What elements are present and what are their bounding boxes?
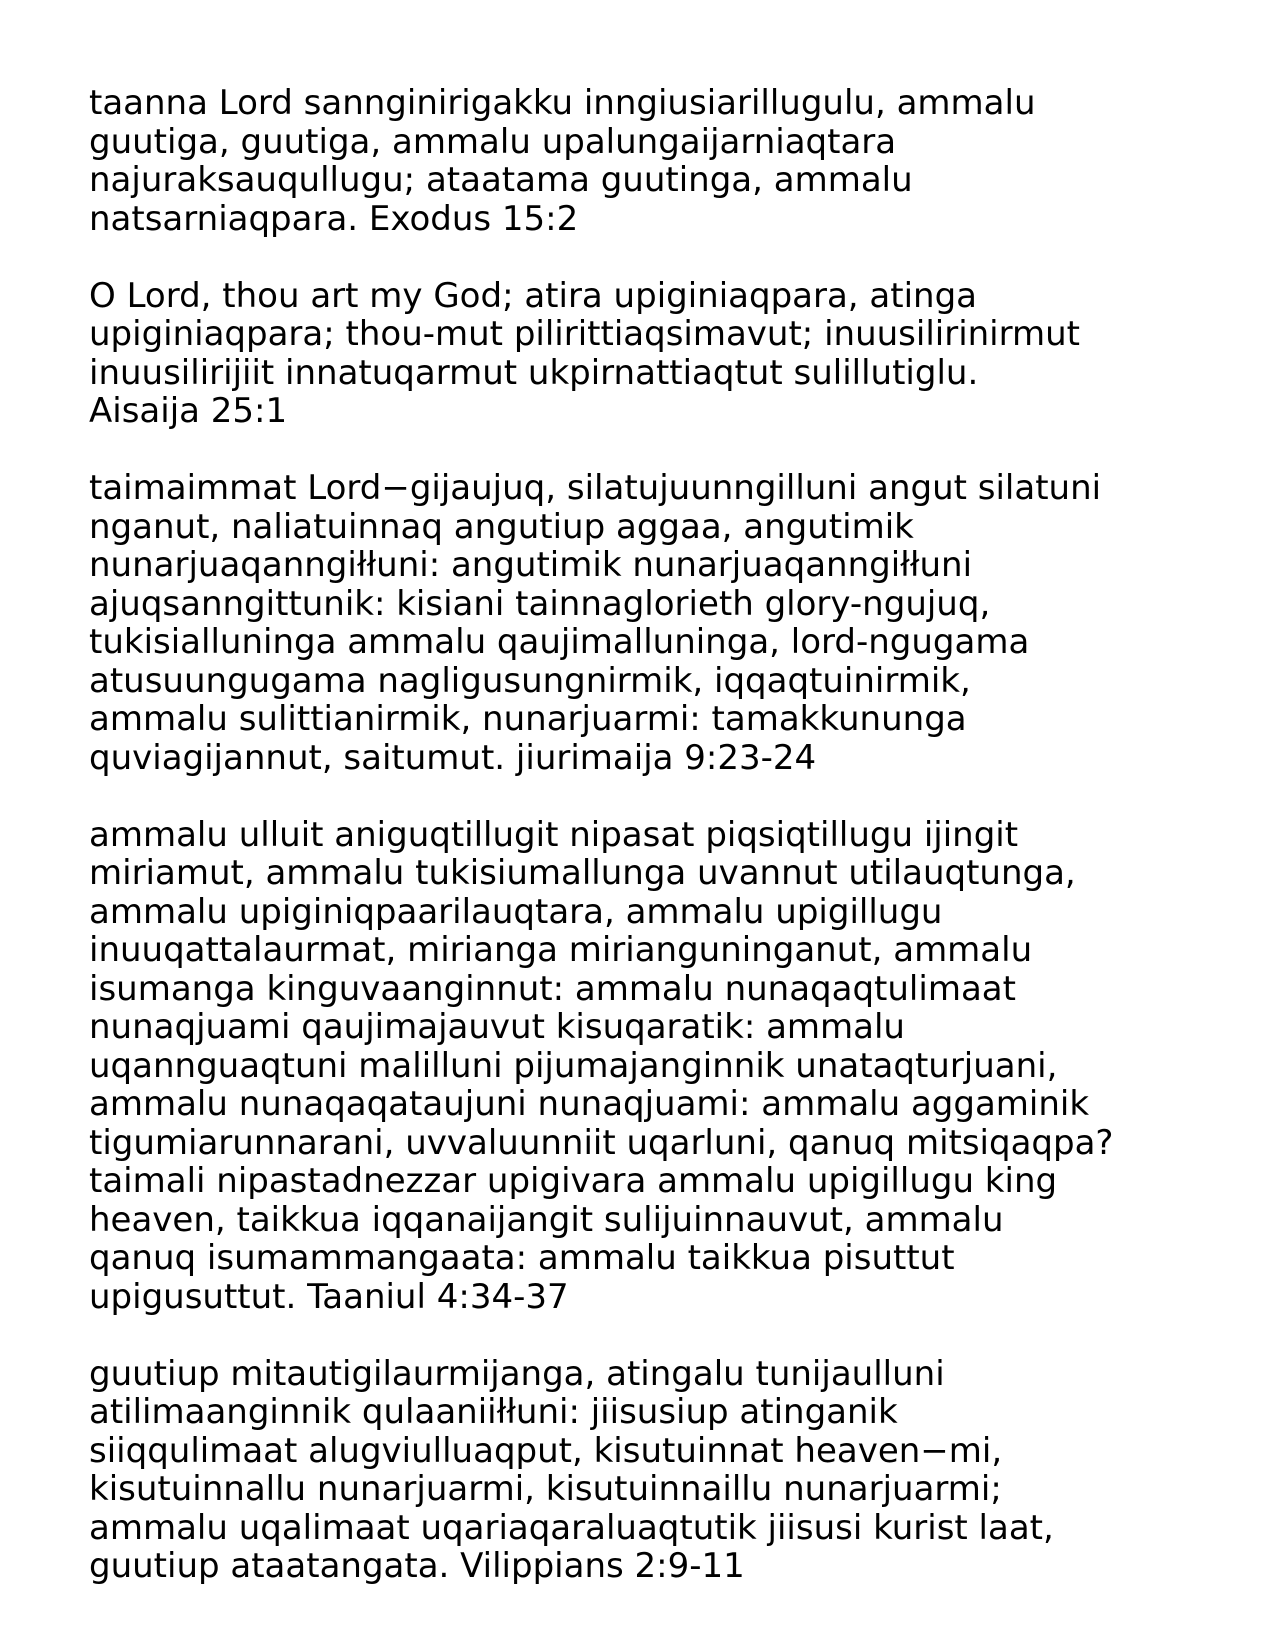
text-line: tigumiarunnarani, uvvaluunniit uqarluni, qanuq mitsiqaqpa? — [89, 1122, 1114, 1163]
paragraph-exodus — [89, 84, 1219, 238]
text-line: natsarniaqpara. Exodus 15:2 — [89, 198, 579, 239]
text-line: atusuungugama nagligusungnirmik, iqqaqtuinirmik, — [89, 660, 971, 701]
document-page — [89, 84, 1219, 1624]
text-line: quviagijannut, saitumut. jiurimaija 9:23-24 — [89, 737, 817, 778]
text-line: guutiga, guutiga, ammalu upalungaijarniaqtara — [89, 121, 897, 162]
text-line: nganut, naliatuinnaq angutiup aggaa, angutimik — [89, 506, 914, 547]
text-line: ammalu sulittianirmik, nunarjuarmi: tamakkununga — [89, 699, 967, 739]
text-line: najuraksauqullugu; ataatama guutinga, ammalu — [89, 160, 913, 200]
text-line: atilimaanginnik qulaaniiłłuni: jiisusiup atinganik — [89, 1392, 898, 1432]
text-line: taimali nipastadnezzar upigivara ammalu upigillugu king — [89, 1161, 1058, 1201]
text-line: heaven, taikkua iqqanaijangit sulijuinnauvut, ammalu — [89, 1199, 1004, 1240]
text-line: ammalu upiginiqpaarilauqtara, ammalu upigillugu — [89, 891, 943, 932]
text-line: ajuqsanngittunik: kisiani tainnaglorieth glory-ngujuq, — [89, 583, 991, 624]
paragraph-vilippians — [89, 1355, 1219, 1586]
text-line: ammalu ulluit aniguqtillugit nipasat piqsiqtillugu ijingit — [89, 814, 1019, 855]
text-line: guutiup mitautigilaurmijanga, atingalu tunijaulluni — [89, 1353, 945, 1394]
text-line: upiginiaqpara; thou-mut pilirittiaqsimavut; inuusilirinirmut — [89, 314, 1081, 354]
paragraph-taaniul — [89, 816, 1219, 1317]
text-line: guutiup ataatangata. Vilippians 2:9-11 — [89, 1546, 745, 1586]
text-line: taanna Lord sannginirigakku inngiusiarillugulu, ammalu — [89, 83, 1036, 123]
text-line: inuuqattalaurmat, mirianga mirianguninganut, ammalu — [89, 930, 1033, 970]
text-line: inuusilirijiit innatuqarmut ukpirnattiaqtut sulillutiglu. — [89, 352, 979, 393]
text-line: nunaqjuami qaujimajauvut kisuqaratik: ammalu — [89, 1007, 905, 1047]
text-line: miriamut, ammalu tukisiumallunga uvannut utilauqtunga, — [89, 853, 1076, 893]
text-line: isumanga kinguvaanginnut: ammalu nunaqaqtulimaat — [89, 968, 1016, 1009]
text-line: ammalu nunaqaqataujuni nunaqjuami: ammalu aggaminik — [89, 1084, 1090, 1124]
text-line: taimaimmat Lord−gijaujuq, silatujuunngilluni angut silatuni — [89, 468, 1102, 508]
text-line: ammalu uqalimaat uqariaqaraluaqtutik jiisusi kurist laat, — [89, 1507, 1054, 1548]
text-line: qanuq isumammangaata: ammalu taikkua pisuttut — [89, 1238, 955, 1278]
text-line: siiqqulimaat alugviulluaqput, kisutuinnat heaven−mi, — [89, 1430, 1003, 1471]
text-line: nunarjuaqanngiłłuni: angutimik nunarjuaqanngiłłuni — [89, 545, 973, 585]
paragraph-aisaija — [89, 277, 1219, 431]
text-line: Aisaija 25:1 — [89, 391, 288, 431]
text-line: kisutuinnallu nunarjuarmi, kisutuinnaillu nunarjuarmi; — [89, 1469, 1002, 1509]
text-line: upigusuttut. Taaniul 4:34-37 — [89, 1276, 569, 1317]
text-line: uqannguaqtuni malilluni pijumajanginnik unataqturjuani, — [89, 1045, 1058, 1086]
text-line: O Lord, thou art my God; atira upiginiaqpara, atinga — [89, 275, 978, 316]
text-line: tukisialluninga ammalu qaujimalluninga, lord-ngugama — [89, 622, 1030, 662]
paragraph-jiurimaija — [89, 469, 1219, 777]
